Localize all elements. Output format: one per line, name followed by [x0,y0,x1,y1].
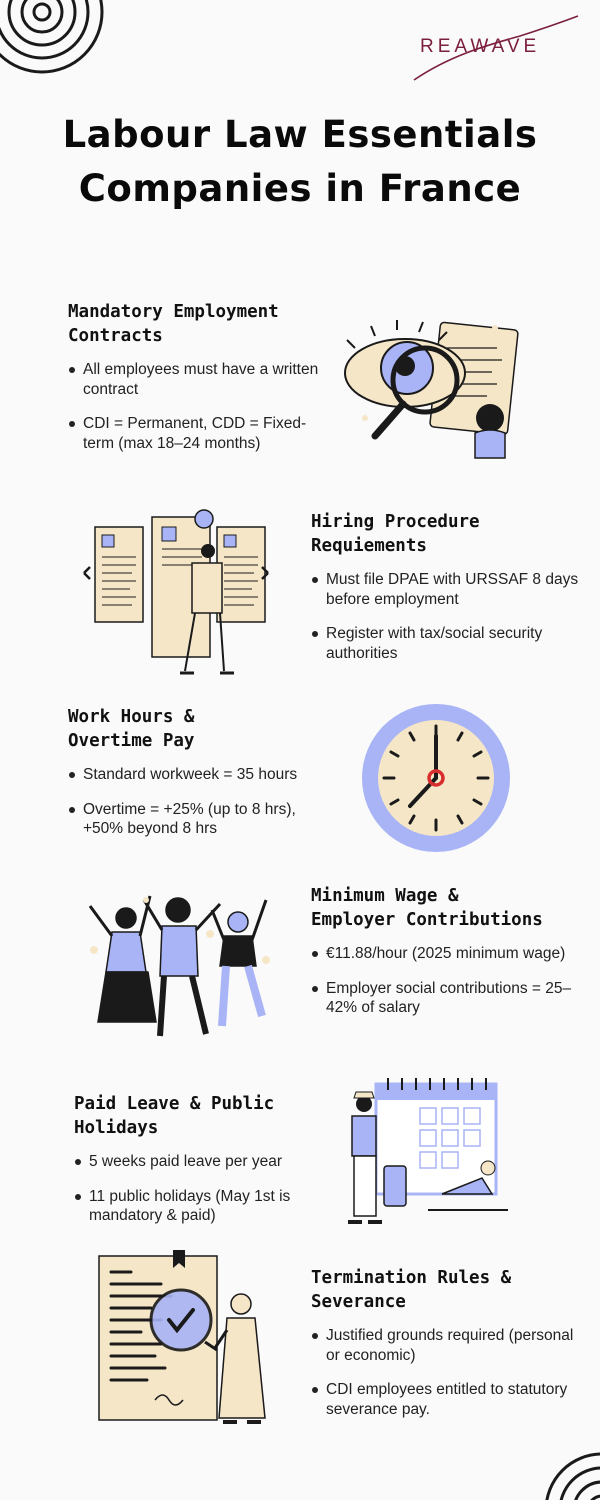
section-work-hours [68,705,308,854]
list-item: 11 public holidays (May 1st is mandatory & paid) [74,1187,319,1226]
list-item: Register with tax/social security authorities [311,624,591,663]
magnifier-contract-illustration [335,318,525,468]
traveler-calendar-illustration [338,1074,513,1232]
section-title: Termination Rules & Severance [311,1268,512,1312]
celebrating-people-illustration [80,880,280,1055]
bullet-list [68,765,308,839]
list-item: €11.88/hour (2025 minimum wage) [311,944,596,964]
lawyer-document-illustration [95,1250,270,1428]
concentric-arcs-decoration [520,1440,600,1500]
brand-logo [412,14,582,84]
section-title: Paid Leave & Public Holidays [74,1094,275,1138]
wall-clock-illustration [360,702,512,854]
section-title: Mandatory Employment Contracts [68,302,279,346]
list-item: CDI employees entitled to statutory severance pay. [311,1380,591,1419]
section-paid-leave [74,1092,319,1241]
bullet-list [311,570,591,663]
section-minimum-wage [311,884,596,1033]
list-item: CDI = Permanent, CDD = Fixed-term (max 18–24 months) [68,414,328,453]
list-item: Overtime = +25% (up to 8 hrs), +50% beyond 8 hrs [68,800,308,839]
section-employment-contracts [68,300,328,468]
bullet-list [74,1152,319,1226]
section-hiring-procedure [311,510,591,678]
section-title: Hiring Procedure Requiements [311,512,480,556]
list-item: Employer social contributions = 25–42% of salary [311,979,596,1018]
title-line-1: Labour Law Essentials [62,113,538,156]
list-item: Justified grounds required (personal or economic) [311,1326,591,1365]
title-line-2: Companies in France [78,167,522,210]
list-item: All employees must have a written contract [68,360,328,399]
bullet-list [311,1326,591,1419]
concentric-circles-decoration [0,0,120,80]
logo-text: REAWAVE [420,36,541,57]
bullet-list [311,944,596,1018]
candidate-resumes-illustration [80,505,280,680]
section-title: Work Hours & Overtime Pay [68,707,195,751]
bullet-list [68,360,328,453]
page-title [0,108,600,216]
list-item: 5 weeks paid leave per year [74,1152,319,1172]
list-item: Standard workweek = 35 hours [68,765,308,785]
section-title: Minimum Wage & Employer Contributions [311,886,543,930]
section-termination-rules [311,1266,591,1434]
list-item: Must file DPAE with URSSAF 8 days before employment [311,570,591,609]
